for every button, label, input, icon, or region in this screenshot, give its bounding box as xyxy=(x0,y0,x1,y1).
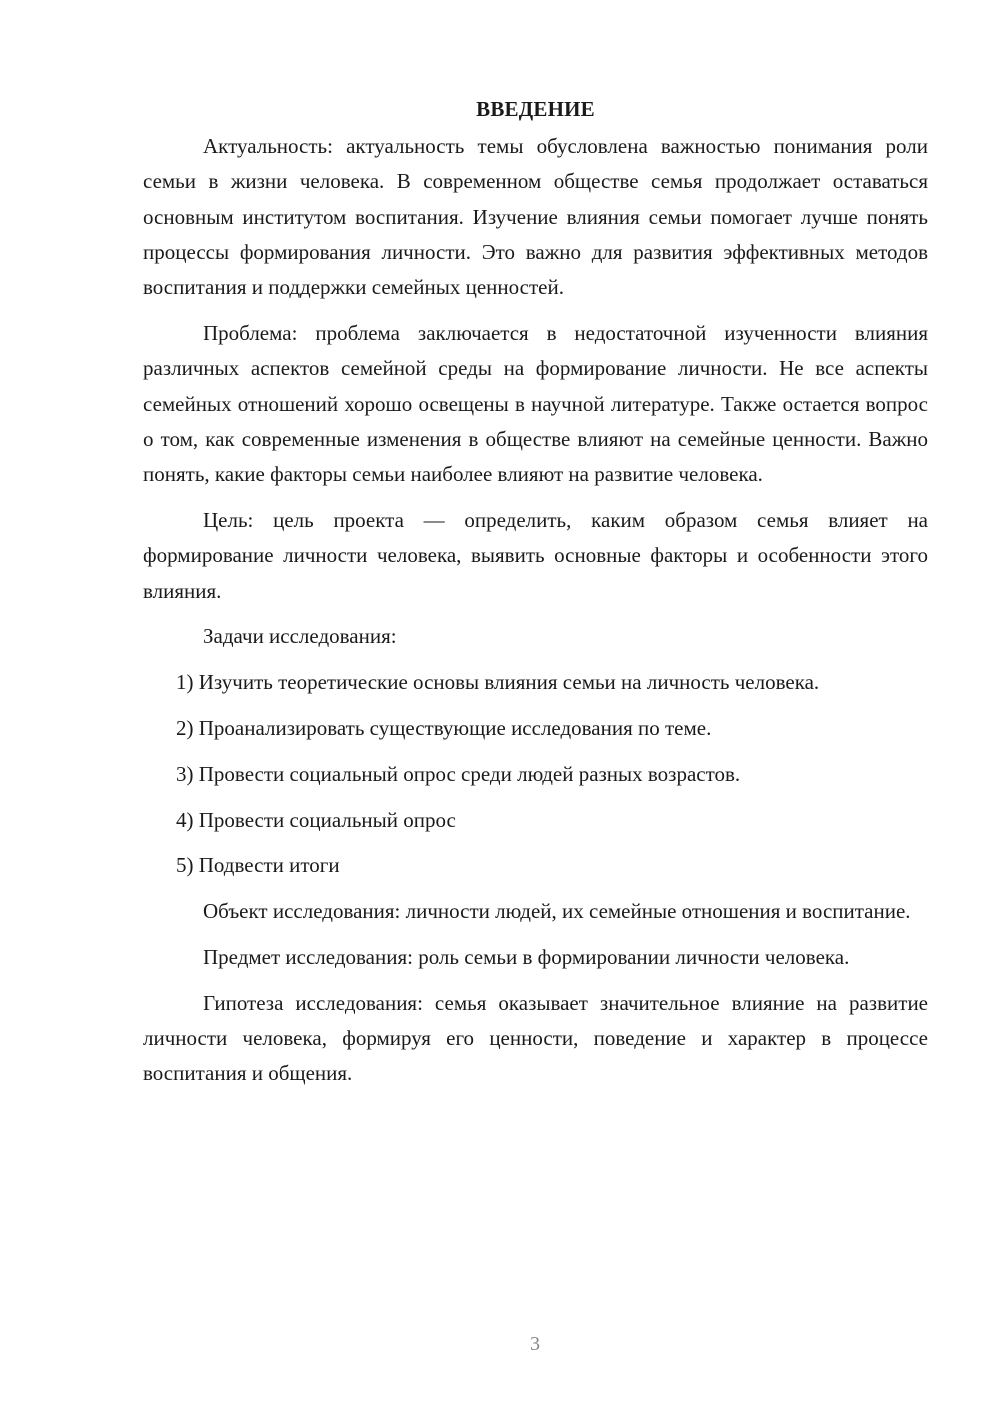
task-item-1: 1) Изучить теоретические основы влияния семьи на личность человека. xyxy=(176,670,820,695)
problem-paragraph: Проблема: проблема заключается в недостаточной изученности влияния различных аспектов семейной среды на формирование личности. Не все аспекты семейных отношений хорошо освещены в научной литературе. Также остается вопрос о том, как современные изменения в обществе влияют на семейные ценности. Важно понять, какие факторы семьи наиболее влияют на развитие человека. xyxy=(143,320,928,487)
subject-paragraph: Предмет исследования: роль семьи в формировании личности человека. xyxy=(203,944,850,969)
page-number: 3 xyxy=(530,1333,540,1355)
relevance-paragraph: Актуальность: актуальность темы обусловлена важностью понимания роли семьи в жизни человека. В современном обществе семья продолжает оставаться основным институтом воспитания. Изучение влияния семьи помогает лучше понять процессы формирования личности. Это важно для развития эффективных методов воспитания и поддержки семейных ценностей. xyxy=(143,134,928,300)
tasks-heading: Задачи исследования: xyxy=(203,624,397,649)
task-item-4: 4) Провести социальный опрос xyxy=(176,807,456,832)
goal-paragraph: Цель: цель проекта — определить, каким образом семья влияет на формирование личности человека, выявить основные факторы и особенности этого влияния. xyxy=(143,507,928,603)
task-item-3: 3) Провести социальный опрос среди людей разных возрастов. xyxy=(176,761,741,786)
task-item-5: 5) Подвести итоги xyxy=(176,853,340,878)
hypothesis-paragraph: Гипотеза исследования: семья оказывает значительное влияние на развитие личности человека, формируя его ценности, поведение и характер в процессе воспитания и общения. xyxy=(143,990,928,1086)
page-title: ВВЕДЕНИЕ xyxy=(476,97,595,121)
object-paragraph: Объект исследования: личности людей, их семейные отношения и воспитание. xyxy=(203,899,911,924)
task-item-2: 2) Проанализировать существующие исследования по теме. xyxy=(176,715,712,740)
document-body xyxy=(143,92,928,1092)
